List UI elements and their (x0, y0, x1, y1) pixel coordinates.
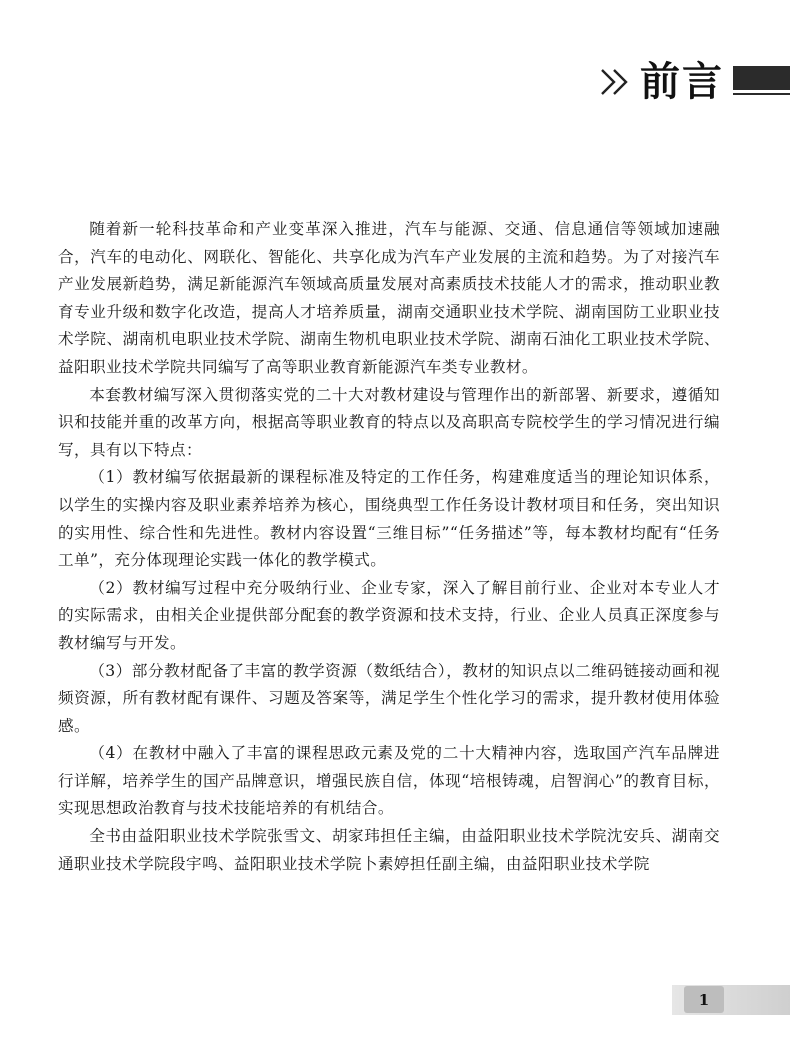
page-title: 前言 (640, 59, 724, 105)
title-decor-bar (733, 66, 790, 90)
paragraph: （3）部分教材配备了丰富的教学资源（数纸结合），教材的知识点以二维码链接动画和视频资源，所有教材配有课件、习题及答案等，满足学生个性化学习的需求，提升教材使用体验感。 (58, 661, 720, 735)
preface-body (58, 216, 720, 878)
paragraph: 本套教材编写深入贯彻落实党的二十大对教材建设与管理作出的新部署、新要求，遵循知识和技能并重的改革方向，根据高等职业教育的特点以及高职高专院校学生的学习情况进行编写，具有以下特点： (58, 385, 720, 459)
page-number: 1 (684, 986, 724, 1013)
paragraph: （2）教材编写过程中充分吸纳行业、企业专家，深入了解目前行业、企业对本专业人才的实际需求，由相关企业提供部分配套的教学资源和技术支持，行业、企业人员真正深度参与教材编写与开发。 (58, 578, 720, 652)
chapter-header (598, 58, 724, 106)
title-decor-rule (733, 93, 790, 95)
paragraph: （4）在教材中融入了丰富的课程思政元素及党的二十大精神内容，选取国产汽车品牌进行详解，培养学生的国产品牌意识，增强民族自信，体现“培根铸魂，启智润心”的教育目标，实现思想政治教育与技术技能培养的有机结合。 (58, 744, 720, 818)
paragraph: 全书由益阳职业技术学院张雪文、胡家玮担任主编，由益阳职业技术学院沈安兵、湖南交通职业技术学院段宇鸣、益阳职业技术学院卜素婷担任副主编，由益阳职业技术学院 (58, 827, 720, 873)
paragraph: 随着新一轮科技革命和产业变革深入推进，汽车与能源、交通、信息通信等领域加速融合，汽车的电动化、网联化、智能化、共享化成为汽车产业发展的主流和趋势。为了对接汽车产业发展新趋势，满足新能源汽车领域高质量发展对高素质技术技能人才的需求，推动职业教育专业升级和数字化改造，提高人才培养质量，湖南交通职业技术学院、湖南国防工业职业技术学院、湖南机电职业技术学院、湖南生物机电职业技术学院、湖南石油化工职业技术学院、益阳职业技术学院共同编写了高等职业教育新能源汽车类专业教材。 (58, 220, 720, 376)
paragraph: （1）教材编写依据最新的课程标准及特定的工作任务，构建难度适当的理论知识体系，以学生的实操内容及职业素养培养为核心，围绕典型工作任务设计教材项目和任务，突出知识的实用性、综合性和先进性。教材内容设置“三维目标”“任务描述”等，每本教材均配有“任务工单”，充分体现理论实践一体化的教学模式。 (58, 468, 720, 570)
double-chevron-icon (598, 64, 634, 100)
